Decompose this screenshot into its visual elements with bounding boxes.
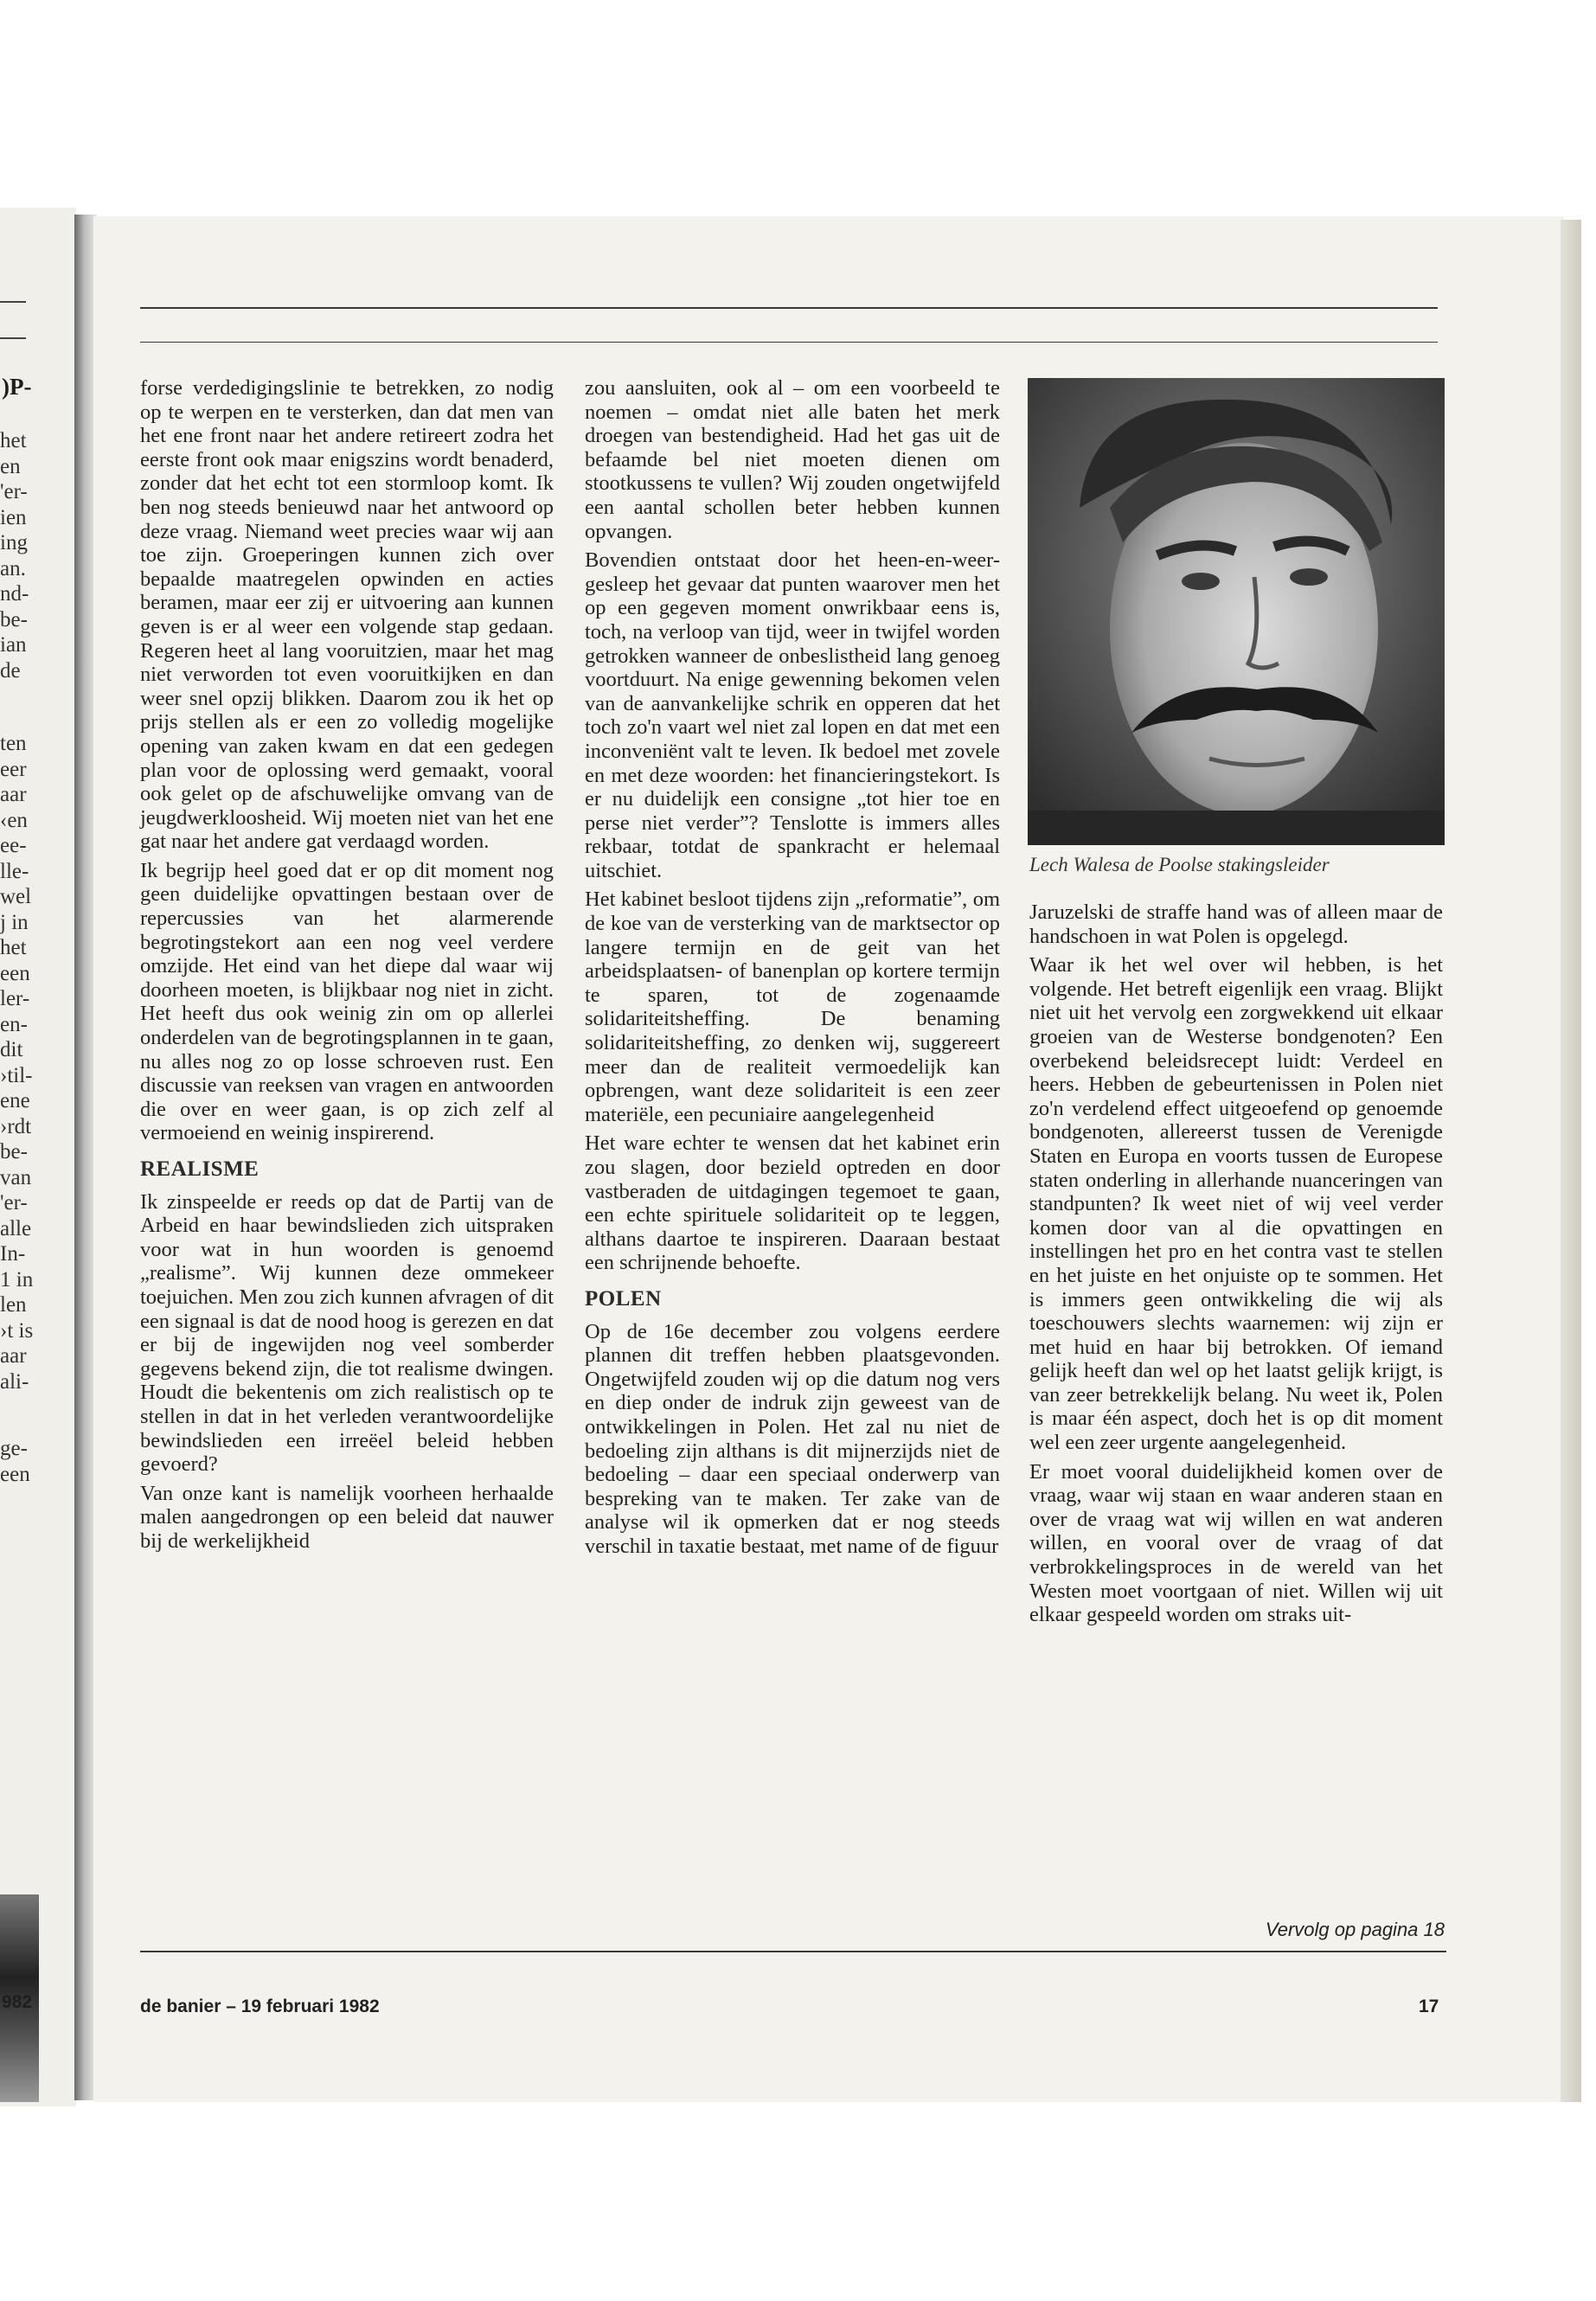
footer-page-number: 17 — [1419, 1997, 1439, 2016]
prev-page-line: het — [0, 936, 27, 959]
bottom-rule — [140, 1951, 1446, 1952]
section-heading-realisme: REALISME — [140, 1157, 260, 1181]
footer-publication: de banier – 19 februari 1982 — [140, 1997, 380, 2016]
prev-page-line: j in — [0, 910, 29, 934]
prev-page-line: een — [0, 961, 30, 985]
page-edge — [1561, 220, 1581, 2102]
prev-page-line: ten — [0, 732, 27, 755]
prev-page-line: alle — [0, 1216, 32, 1240]
portrait-illustration — [1028, 378, 1445, 845]
paragraph: Van onze kant is namelijk voorheen herhaalde malen aangedrongen op een beleid dat nauwer bij de werkelijkheid — [140, 1481, 554, 1553]
prev-page-heading: )P- — [2, 374, 32, 400]
prev-page-line: ene — [0, 1089, 30, 1112]
prev-page-line: len — [0, 1293, 27, 1317]
column-1 — [140, 376, 554, 1559]
prev-page-fragment-b — [0, 731, 76, 1394]
paragraph: Op de 16e december zou volgens eerdere plannen dit treffen hebben plaatsgevonden. Ongetwijfeld zouden wij op die datum nog vers en diep onder de indruk zijn geweest van de ontwikkelingen in Polen. Het zal nu niet de bedoeling zijn althans is dit mijnerzijds niet de bedoeling – daar een speciaal onderwerp van bespreking van te maken. Ter zake van de analyse wil ik opmerken dat er nog steeds verschil in taxatie bestaat, met name of de figuur — [585, 1319, 1000, 1558]
prev-page-line: ›rdt — [0, 1114, 32, 1138]
prev-page-fragment-c — [0, 1436, 76, 1487]
prev-page-line: en- — [0, 1012, 28, 1036]
prev-page-line: ‹en — [0, 808, 28, 832]
continued-note: Vervolg op pagina 18 — [1265, 1919, 1445, 1940]
prev-page-line: dit — [0, 1038, 23, 1061]
column-2 — [585, 376, 1000, 1564]
prev-page-line: eer — [0, 757, 27, 781]
prev-page-line: ›t is — [0, 1318, 34, 1343]
paragraph: Het ware echter te wensen dat het kabinet erin zou slagen, door bezield optreden en door vastberaden de uitdagingen tegemoet te gaan, een echte spirituele solidariteit op te leggen, althans daartoe te inspireren. Daaraan bestaat een schrijnende behoefte. — [585, 1131, 1000, 1275]
prev-page-line: be- — [0, 1140, 28, 1163]
prev-page-line: aar — [0, 1344, 27, 1368]
paragraph: Ik zinspeelde er reeds op dat de Partij van de Arbeid en haar bewindslieden zich uitspraken voor wat in hun woorden is genoemd „realisme”. Wij kunnen deze ommekeer toejuichen. Men zou zich kunnen afvragen of dit een signaal is dat de nood hoog is gerezen en dat er bij de ingewijden nog veel somberder gegevens bekend zijn, die tot realisme dwingen. Houdt die bekentenis om zich realistisch op te stellen in dat in het verleden verantwoordelijke bewindslieden een irreëel beleid hebben gevoerd? — [140, 1189, 554, 1477]
paragraph: Waar ik het wel over wil hebben, is het volgende. Het betreft eigenlijk een vraag. Blijkt niet uit het vervolg een zorgwekkend uit elkaar groeien van de Westerse bondgenoten? Een overbekend beleidsrecept luidt: Verdeel en heers. Hebben de gebeurtenissen in Polen niet zo'n verdelend effect uitgeoefend op genoemde bondgenoten, allereerst tussen de Verenigde Staten en Europa en voorts tussen de Europese staten onderling in allerhande nuanceringen van standpunten? Ik weet niet of wij veel verder komen door van al die opvattingen en instellingen het pro en het contra vast te stellen en het juiste en het onjuiste op te sommen. Het is immers geen ontwikkeling die wij als toeschouwers slechts waarnemen: wij zijn er met huid en haar bij betrokken. Of iemand gelijk heeft dan wel op het laatst gelijk krijgt, is van zeer betrekkelijk belang. Nu weet ik, Polen is maar één aspect, doch het is op dit moment wel een zeer urgente aangelegenheid. — [1029, 953, 1443, 1455]
paragraph: Het kabinet besloot tijdens zijn „reformatie”, om de koe van de versterking van de marktsector op langere termijn en de geit van het arbeidsplaatsen- of banenplan op kortere termijn te sparen, tot de zogenaamde solidariteitsheffing. De benaming solidariteitsheffing, zo denken wij, suggereert meer dan de realiteit vermoedelijk kan opbrengen, want deze solidariteit is een zeer materiële, een pecuniaire aangelegenheid — [585, 888, 1000, 1126]
prev-page-line: an. — [0, 556, 26, 580]
prev-page-rule — [0, 301, 26, 303]
prev-page-line: ler- — [0, 987, 30, 1010]
paragraph: zou aansluiten, ook al – om een voorbeeld te noemen – omdat niet alle baten het merk droegen van bestendigheid. Had het gas uit de befaamde bel niet moeten dienen om stootkussens te vullen? Wij zouden ongetwijfeld een aantal schollen beter hebben kunnen opvangen. — [585, 376, 1000, 543]
prev-page-line: ee- — [0, 834, 27, 857]
column-3 — [1029, 901, 1443, 1632]
prev-page-line: wel — [0, 885, 32, 908]
prev-page-line: 'er- — [0, 480, 28, 503]
prev-page-line: en — [0, 454, 21, 478]
paragraph: Bovendien ontstaat door het heen-en-weer-gesleep het gevaar dat punten waarover men het op een gegeven moment onwrikbaar eens is, toch, na verloop van tijd, weer in twijfel worden getrokken wanneer de onbeslistheid lang genoeg voortduurt. Na enige gewenning bekomen velen van de aanvankelijke schrik en opperen dat het toch zo'n vaart wel niet zal lopen en dat met een inconveniënt valt te leven. Ik bedoel met zovele en met deze woorden: het financieringstekort. Is er nu duidelijk een consigne „tot hier toe en perse niet verder”? Tenslotte is immers alles rekbaar, totdat de spankracht er helemaal uitschiet. — [585, 548, 1000, 882]
prev-page-line: aar — [0, 783, 27, 806]
paragraph: forse verdedigingslinie te betrekken, zo nodig op te werpen en te versterken, dan dat men van het ene front naar het andere retireert zodra het eerste front ook maar enigszins wordt benaderd, zonder dat het echt tot een stormloop komt. Ik ben nog steeds benieuwd naar het antwoord op deze vraag. Niemand weet precies waar wij aan toe zijn. Groeperingen kunnen zich over bepaalde maatregelen opwinden en acties beramen, maar eer zij er uitvoering aan kunnen geven is er al weer een volgende stap gedaan. Regeren heet al lang vooruitzien, maar het mag niet verworden tot even vooruitkijken en dan weer snel opzij blikken. Daarom zou ik het op prijs stellen als er een zo volledig mogelijke opening van zaken kwam en dat een gedegen plan voor de oplossing werd gemaakt, vooral ook gelet op de afschuwelijke omvang van de jeugdwerkloosheid. Wij moeten niet van het ene gat naar het andere gat verdaagd worden. — [140, 376, 554, 854]
prev-page-line: nd- — [0, 582, 29, 606]
prev-page-line: ali- — [0, 1369, 29, 1394]
prev-page-line: een — [0, 1462, 30, 1486]
prev-page-line: de — [0, 658, 21, 683]
prev-page-fragment-a — [0, 428, 76, 683]
section-heading-polen: POLEN — [585, 1286, 662, 1311]
prev-page-line: ›til- — [0, 1063, 33, 1087]
prev-page-line: ing — [0, 531, 28, 554]
top-rule-thin — [140, 342, 1438, 343]
previous-page-strip — [0, 208, 76, 2106]
paragraph: Ik begrijp heel goed dat er op dit moment nog geen duidelijke opvattingen bestaan over de repercussies van het alarmerende begrotingstekort aan een nog veel verdere omzijde. Het eind van het diepe dal waar wij doorheen moeten, is blijkbaar nog niet in zicht. Het heeft dus ook weinig zin om op allerlei onderdelen van de begrotingsplannen in te gaan, nu alles nog zo op losse schroeven rust. Een discussie van reeksen van vragen en antwoorden die over en weer gaan, is op zich zelf al vermoeiend en weinig inspirerend. — [140, 858, 554, 1145]
paragraph: Jaruzelski de straffe hand was of alleen maar de handschoen in wat Polen is opgelegd. — [1029, 901, 1443, 948]
prev-page-line: het — [0, 429, 27, 452]
portrait-photo — [1028, 378, 1445, 845]
prev-page-line: In- — [0, 1242, 26, 1266]
prev-page-line: 1 in — [0, 1267, 34, 1292]
prev-page-line: van — [0, 1165, 32, 1189]
prev-page-line: lle- — [0, 859, 29, 883]
prev-page-rule — [0, 337, 26, 339]
prev-page-line: ian — [0, 633, 27, 657]
prev-page-line: be- — [0, 607, 28, 631]
top-rule — [140, 307, 1438, 309]
prev-page-line: ien — [0, 505, 27, 529]
photo-caption: Lech Walesa de Poolse stakingsleider — [1029, 854, 1330, 875]
prev-page-line: ge- — [0, 1437, 28, 1460]
prev-page-line: 'er- — [0, 1191, 28, 1215]
prev-page-folio: 982 — [2, 1992, 33, 2012]
paragraph: Er moet vooral duidelijkheid komen over de vraag, waar wij staan en waar anderen staan en over de vraag wat wij willen en wat anderen willen, en vooral over de vraag of dat verbrokkelingsproces in de wereld van het Westen moet voortgaan of niet. Willen wij uit elkaar gespeeld worden om straks uit- — [1029, 1459, 1443, 1627]
